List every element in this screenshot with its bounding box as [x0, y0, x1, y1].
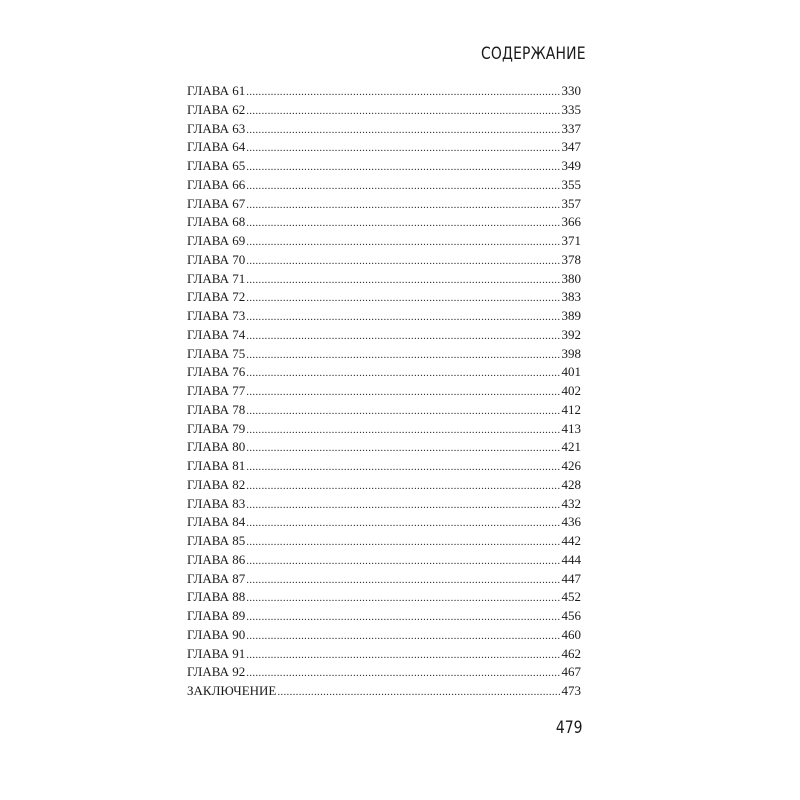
dot-leader	[246, 346, 560, 364]
toc-entry-page: 462	[561, 645, 581, 661]
toc-entry	[187, 363, 581, 382]
toc-entry	[187, 82, 581, 101]
dot-leader	[246, 327, 560, 345]
dot-leader	[246, 83, 560, 101]
dot-leader	[246, 421, 560, 439]
toc-entry-label: ГЛАВА 89	[187, 608, 246, 623]
toc-entry-page: 456	[561, 608, 581, 623]
toc-entry-page: 421	[561, 439, 581, 455]
toc-entry-label: ГЛАВА 77	[187, 383, 246, 398]
toc-entry-label: ГЛАВА 79	[187, 420, 246, 436]
toc-entry-page: 380	[561, 270, 581, 286]
toc-entry	[187, 120, 581, 139]
toc-entry-label: ГЛАВА 75	[187, 345, 246, 361]
dot-leader	[277, 683, 560, 701]
toc-entry	[187, 138, 581, 157]
toc-entry-page: 355	[561, 176, 581, 192]
toc-entry	[187, 607, 581, 626]
dot-leader	[246, 139, 560, 157]
toc-entry-page: 337	[561, 120, 581, 136]
toc-entry-label: ГЛАВА 91	[187, 645, 246, 661]
toc-entry-label: ГЛАВА 90	[187, 626, 246, 642]
toc-entry-page: 349	[561, 158, 581, 173]
dot-leader	[246, 308, 560, 326]
toc-entry-page: 402	[561, 383, 581, 398]
toc-entry-label: ЗАКЛЮЧЕНИЕ	[187, 683, 277, 698]
toc-entry-label: ГЛАВА 72	[187, 289, 246, 305]
toc-entry-label: ГЛАВА 82	[187, 476, 246, 492]
dot-leader	[246, 383, 560, 401]
toc-entry-label: ГЛАВА 61	[187, 83, 246, 98]
dot-leader	[246, 533, 560, 551]
toc-entry	[187, 438, 581, 457]
toc-entry-page: 444	[561, 551, 581, 567]
toc-entry	[187, 476, 581, 495]
toc-entry	[187, 176, 581, 195]
toc-entry	[187, 495, 581, 514]
dot-leader	[246, 571, 560, 589]
toc-entry	[187, 270, 581, 289]
toc-entry	[187, 195, 581, 214]
dot-leader	[246, 364, 560, 382]
dot-leader	[246, 552, 560, 570]
toc-entry	[187, 682, 581, 701]
toc-entry-label: ГЛАВА 63	[187, 120, 246, 136]
toc-entry-page: 428	[561, 476, 581, 492]
toc-entry-page: 357	[561, 195, 581, 211]
dot-leader	[246, 514, 560, 532]
toc-entry-page: 371	[561, 233, 581, 248]
toc-entry-page: 452	[561, 589, 581, 605]
toc-entry-label: ГЛАВА 84	[187, 514, 246, 530]
toc-entry-label: ГЛАВА 66	[187, 176, 246, 192]
toc-entry-label: ГЛАВА 73	[187, 308, 246, 323]
dot-leader	[246, 496, 560, 514]
toc-entry-page: 366	[561, 214, 581, 230]
toc-entry-page: 389	[561, 308, 581, 323]
toc-entry-page: 473	[561, 683, 581, 698]
toc-entry-label: ГЛАВА 67	[187, 195, 246, 211]
dot-leader	[246, 589, 560, 607]
toc-entry-label: ГЛАВА 80	[187, 439, 246, 455]
toc-entry	[187, 326, 581, 345]
toc-entry-label: ГЛАВА 78	[187, 401, 246, 417]
toc-entry-label: ГЛАВА 70	[187, 251, 246, 267]
toc-entry	[187, 345, 581, 364]
dot-leader	[246, 158, 560, 176]
toc-entry-page: 330	[561, 83, 581, 98]
toc-entry-label: ГЛАВА 74	[187, 326, 246, 342]
toc-entry-page: 467	[561, 664, 581, 680]
toc-entry-label: ГЛАВА 71	[187, 270, 246, 286]
page-number: 479	[555, 718, 582, 738]
toc-entry	[187, 420, 581, 439]
page-title: СОДЕРЖАНИЕ	[481, 44, 586, 64]
toc-entry-page: 426	[561, 458, 581, 473]
dot-leader	[246, 289, 560, 307]
toc-entry	[187, 588, 581, 607]
toc-entry-page: 447	[561, 570, 581, 586]
toc-entry	[187, 288, 581, 307]
toc-entry-label: ГЛАВА 86	[187, 551, 246, 567]
dot-leader	[246, 214, 560, 232]
dot-leader	[246, 196, 560, 214]
toc-entry	[187, 382, 581, 401]
toc-entry-label: ГЛАВА 69	[187, 233, 246, 248]
toc-entry	[187, 645, 581, 664]
toc-entry	[187, 457, 581, 476]
toc-entry	[187, 307, 581, 326]
dot-leader	[246, 233, 560, 251]
dot-leader	[246, 252, 560, 270]
toc-entry-page: 347	[561, 139, 581, 155]
toc-entry-label: ГЛАВА 62	[187, 101, 246, 117]
toc-entry-label: ГЛАВА 64	[187, 139, 246, 155]
dot-leader	[246, 477, 560, 495]
toc-entry	[187, 157, 581, 176]
toc-entry	[187, 401, 581, 420]
toc-entry-page: 436	[561, 514, 581, 530]
toc-entry-label: ГЛАВА 83	[187, 495, 246, 511]
table-of-contents	[187, 82, 581, 701]
toc-entry-page: 401	[561, 364, 581, 380]
dot-leader	[246, 177, 560, 195]
toc-entry-label: ГЛАВА 88	[187, 589, 246, 605]
toc-entry-page: 335	[561, 101, 581, 117]
toc-entry	[187, 101, 581, 120]
toc-entry-page: 378	[561, 251, 581, 267]
dot-leader	[246, 664, 560, 682]
toc-entry-label: ГЛАВА 92	[187, 664, 246, 680]
toc-entry-page: 413	[561, 420, 581, 436]
dot-leader	[246, 608, 560, 626]
toc-entry-label: ГЛАВА 68	[187, 214, 246, 230]
toc-entry-page: 392	[561, 326, 581, 342]
toc-entry-label: ГЛАВА 76	[187, 364, 246, 380]
toc-entry-label: ГЛАВА 81	[187, 458, 246, 473]
toc-entry	[187, 213, 581, 232]
toc-entry	[187, 570, 581, 589]
dot-leader	[246, 627, 560, 645]
toc-entry-page: 442	[561, 533, 581, 548]
toc-entry	[187, 663, 581, 682]
dot-leader	[246, 402, 560, 420]
toc-entry	[187, 232, 581, 251]
toc-entry	[187, 532, 581, 551]
dot-leader	[246, 646, 560, 664]
toc-entry-page: 432	[561, 495, 581, 511]
toc-entry-label: ГЛАВА 85	[187, 533, 246, 548]
toc-entry-page: 398	[561, 345, 581, 361]
toc-entry	[187, 513, 581, 532]
toc-entry-page: 412	[561, 401, 581, 417]
dot-leader	[246, 458, 560, 476]
toc-entry	[187, 626, 581, 645]
toc-entry	[187, 251, 581, 270]
toc-entry	[187, 551, 581, 570]
dot-leader	[246, 102, 560, 120]
toc-entry-label: ГЛАВА 87	[187, 570, 246, 586]
toc-entry-page: 460	[561, 626, 581, 642]
dot-leader	[246, 121, 560, 139]
toc-entry-label: ГЛАВА 65	[187, 158, 246, 173]
dot-leader	[246, 439, 560, 457]
dot-leader	[246, 271, 560, 289]
toc-entry-page: 383	[561, 289, 581, 305]
